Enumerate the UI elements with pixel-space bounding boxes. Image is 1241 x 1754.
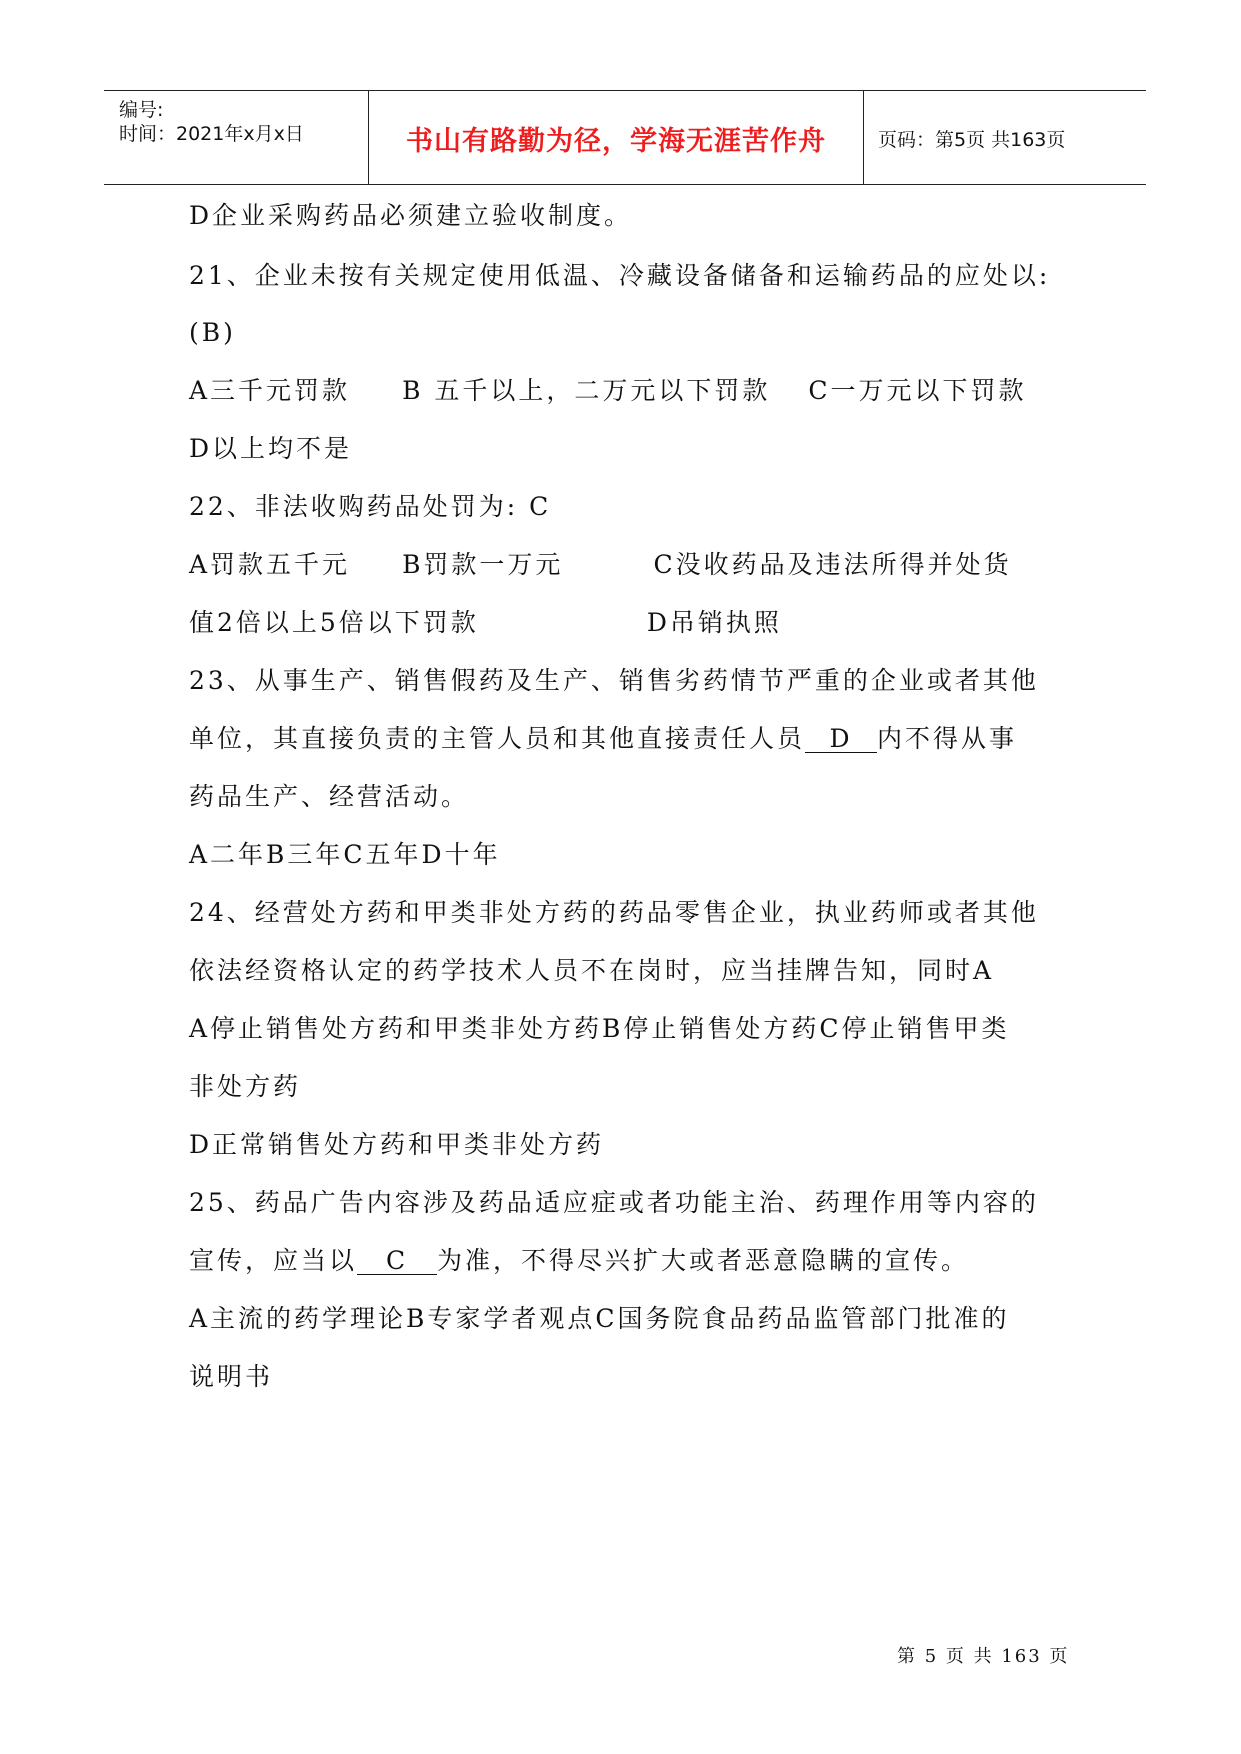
- text-line: D企业采购药品必须建立验收制度。: [189, 201, 633, 230]
- header-motto-cell: [368, 91, 864, 184]
- option-a: A三千元罚款: [189, 376, 351, 405]
- text-span: 为准，不得尽兴扩大或者恶意隐瞒的宣传。: [437, 1246, 970, 1275]
- answer-blank: D: [805, 726, 877, 753]
- text-span: 单位，其直接负责的主管人员和其他直接责任人员: [189, 724, 806, 753]
- option-c: C没收药品及违法所得并处货: [653, 550, 1012, 579]
- header-right-cell: [862, 91, 1146, 184]
- question-23: 23、从事生产、销售假药及生产、销售劣药情节严重的企业或者其他: [189, 666, 1039, 695]
- header-motto: 书山有路勤为径，学海无涯苦作舟: [406, 126, 826, 157]
- question-21-answer: (B): [189, 318, 236, 347]
- question-25-continued: [189, 1245, 969, 1277]
- question-22: 22、非法收购药品处罚为: C: [189, 492, 552, 521]
- option-c-continued: 非处方药: [189, 1072, 302, 1101]
- answer-blank: C: [357, 1248, 437, 1275]
- header-left-cell: [104, 91, 368, 184]
- option-c: C一万元以下罚款: [808, 376, 1027, 405]
- page-footer: 第 5 页 共 163 页: [897, 1646, 1070, 1667]
- options-line: A二年B三年C五年D十年: [189, 840, 501, 869]
- question-24-continued: 依法经资格认定的药学技术人员不在岗时，应当挂牌告知，同时A: [189, 956, 995, 985]
- option-d: D正常销售处方药和甲类非处方药: [189, 1130, 605, 1159]
- question-24: 24、经营处方药和甲类非处方药的药品零售企业，执业药师或者其他: [189, 898, 1039, 927]
- document-number-label: 编号:: [119, 99, 164, 121]
- option-d: D吊销执照: [646, 608, 782, 637]
- option-c-continued: 说明书: [189, 1362, 274, 1391]
- text-span: 内不得从事: [877, 724, 1018, 753]
- page-header: [104, 90, 1146, 185]
- header-page-code: 页码：第5页 共163页: [878, 129, 1066, 151]
- question-21: 21、企业未按有关规定使用低温、冷藏设备储备和运输药品的应处以:: [189, 261, 1051, 290]
- options-line: A主流的药学理论B专家学者观点C国务院食品药品监管部门批准的: [189, 1304, 1010, 1333]
- text-span: 宣传，应当以: [189, 1246, 358, 1275]
- document-date-label: 时间：2021年x月x日: [119, 123, 304, 145]
- question-25: 25、药品广告内容涉及药品适应症或者功能主治、药理作用等内容的: [189, 1188, 1039, 1217]
- text-line: 药品生产、经营活动。: [189, 782, 470, 811]
- option-c-continued: 值2倍以上5倍以下罚款: [189, 608, 479, 637]
- option-a: A罚款五千元: [189, 550, 351, 579]
- option-line: [189, 375, 1027, 407]
- option-line: [189, 549, 1012, 581]
- option-b: B 五千以上，二万元以下罚款: [402, 376, 771, 405]
- options-line: A停止销售处方药和甲类非处方药B停止销售处方药C停止销售甲类: [189, 1014, 1010, 1043]
- option-line: [189, 607, 782, 639]
- question-23-continued: [189, 723, 1017, 755]
- option-d: D以上均不是: [189, 434, 353, 463]
- option-b: B罚款一万元: [402, 550, 564, 579]
